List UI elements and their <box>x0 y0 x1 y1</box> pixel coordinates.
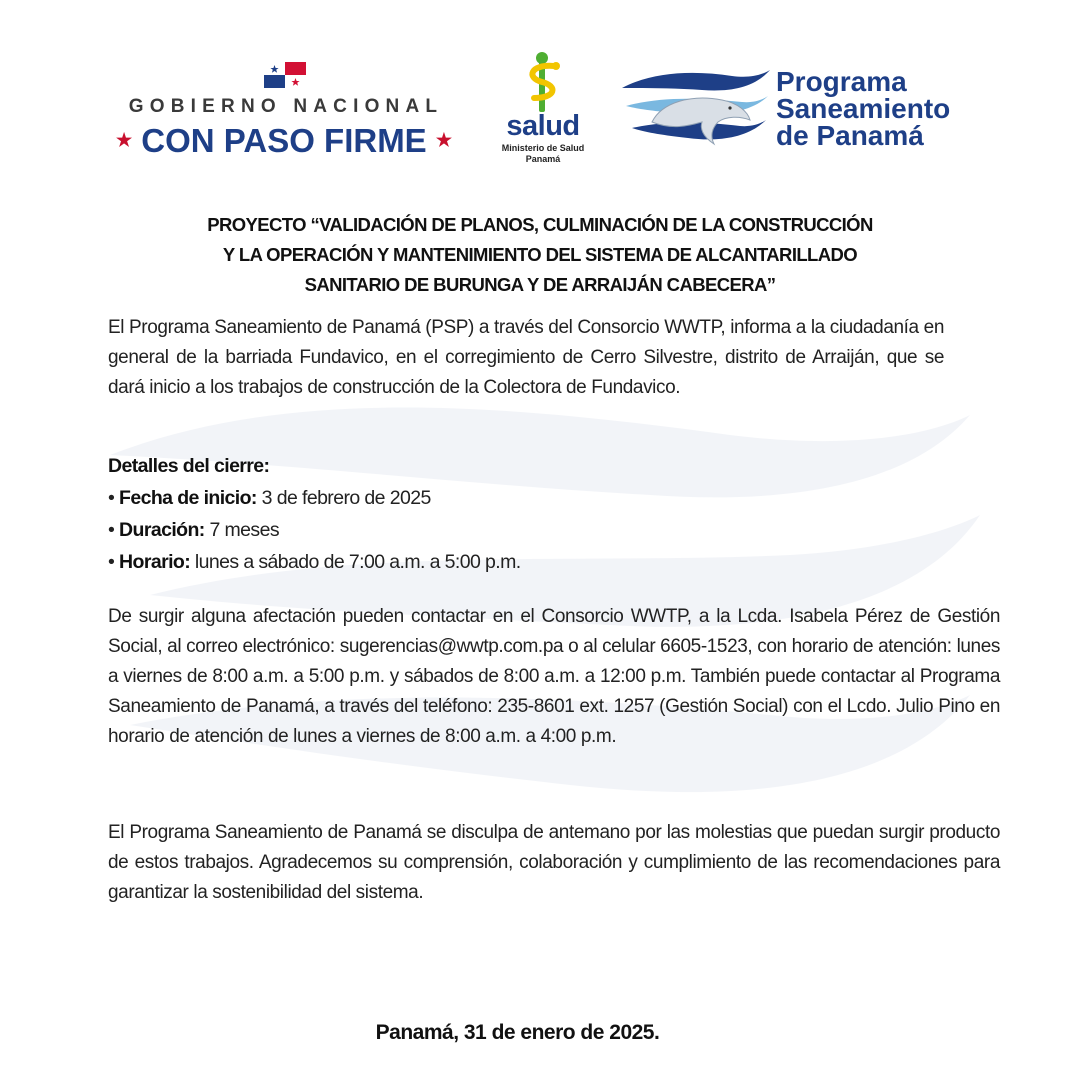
contact-paragraph: De surgir alguna afectación pueden contactar en el Consorcio WWTP, a la Lcda. Isabela Pérez de Gestión Social, al correo electrónico: sugerencias@wwtp.com.pa o al celular 6605-1523, con horario de atención: lunes a viernes de 8:00 a.m. a 5:00 p.m. y sábados de 8:00 a.m. a 12:00 p.m. También puede contactar al Programa Saneamiento de Panamá, a través del teléfono: 235-8601 ext. 1257 (Gestión Social) con el Lcdo. Julio Pino en horario de atención de lunes a viernes de 8:00 a.m. a 4:00 p.m. <box>108 606 1000 747</box>
detail-label: Duración: <box>119 519 205 541</box>
gobierno-nacional-logo <box>104 60 466 160</box>
salud-wordmark: salud <box>506 110 580 142</box>
title-line: SANITARIO DE BURUNGA Y DE ARRAIJÁN CABECERA” <box>304 274 776 295</box>
ministerio-de-salud-text: Ministerio de Salud <box>501 143 585 153</box>
bullet: • <box>108 487 120 509</box>
detail-value: lunes a sábado de 7:00 a.m. a 5:00 p.m. <box>190 551 521 573</box>
con-paso-firme-text <box>104 122 464 160</box>
details-heading: Detalles del cierre: <box>108 455 270 477</box>
closure-details <box>108 450 808 578</box>
panama-flag-icon <box>264 62 306 88</box>
detail-item-start-date <box>108 482 808 514</box>
caduceus-icon <box>514 52 570 114</box>
bullet: • <box>108 551 120 573</box>
dolphin-wave-icon <box>622 66 770 148</box>
psp-wordmark <box>776 68 986 149</box>
title-line: PROYECTO “VALIDACIÓN DE PLANOS, CULMINACIÓN DE LA CONSTRUCCIÓN <box>207 214 873 235</box>
detail-item-duration <box>108 514 808 546</box>
con-paso-firme-label: CON PASO FIRME <box>141 122 427 159</box>
gobierno-nacional-text: GOBIERNO NACIONAL <box>128 96 444 117</box>
psp-line-de-panama: de Panamá <box>776 120 924 151</box>
detail-item-schedule <box>108 546 808 578</box>
psp-line-saneamiento: Saneamiento <box>776 93 951 124</box>
place-date: Panamá, 31 de enero de 2025. <box>375 1021 660 1044</box>
document-title <box>140 210 940 300</box>
apology-paragraph: El Programa Saneamiento de Panamá se disculpa de antemano por las molestias que puedan surgir producto de estos trabajos. Agradecemos su comprensión, colaboración y cumplimiento de las recomendaciones para garantizar la sostenibilidad del sistema. <box>108 822 1000 903</box>
star-icon: ★ <box>435 129 453 150</box>
psp-line-programa: Programa <box>776 66 907 97</box>
detail-value: 3 de febrero de 2025 <box>256 487 431 509</box>
detail-label: Fecha de inicio: <box>119 487 257 509</box>
bullet: • <box>108 519 120 541</box>
detail-value: 7 meses <box>204 519 279 541</box>
detail-label: Horario: <box>119 551 191 573</box>
intro-paragraph: El Programa Saneamiento de Panamá (PSP) a través del Consorcio WWTP, informa a la ciudadanía en general de la barriada Fundavico, en el corregimiento de Cerro Silvestre, distrito de Arraiján, que se dará inicio a los trabajos de construcción de la Colectora de Fundavico. <box>108 317 944 398</box>
panama-text: Panamá <box>525 154 561 164</box>
title-line: Y LA OPERACIÓN Y MANTENIMIENTO DEL SISTEMA DE ALCANTARILLADO <box>222 244 858 265</box>
ministerio-salud-logo <box>494 52 592 167</box>
star-icon: ★ <box>115 129 133 150</box>
header-logos <box>0 0 1080 180</box>
